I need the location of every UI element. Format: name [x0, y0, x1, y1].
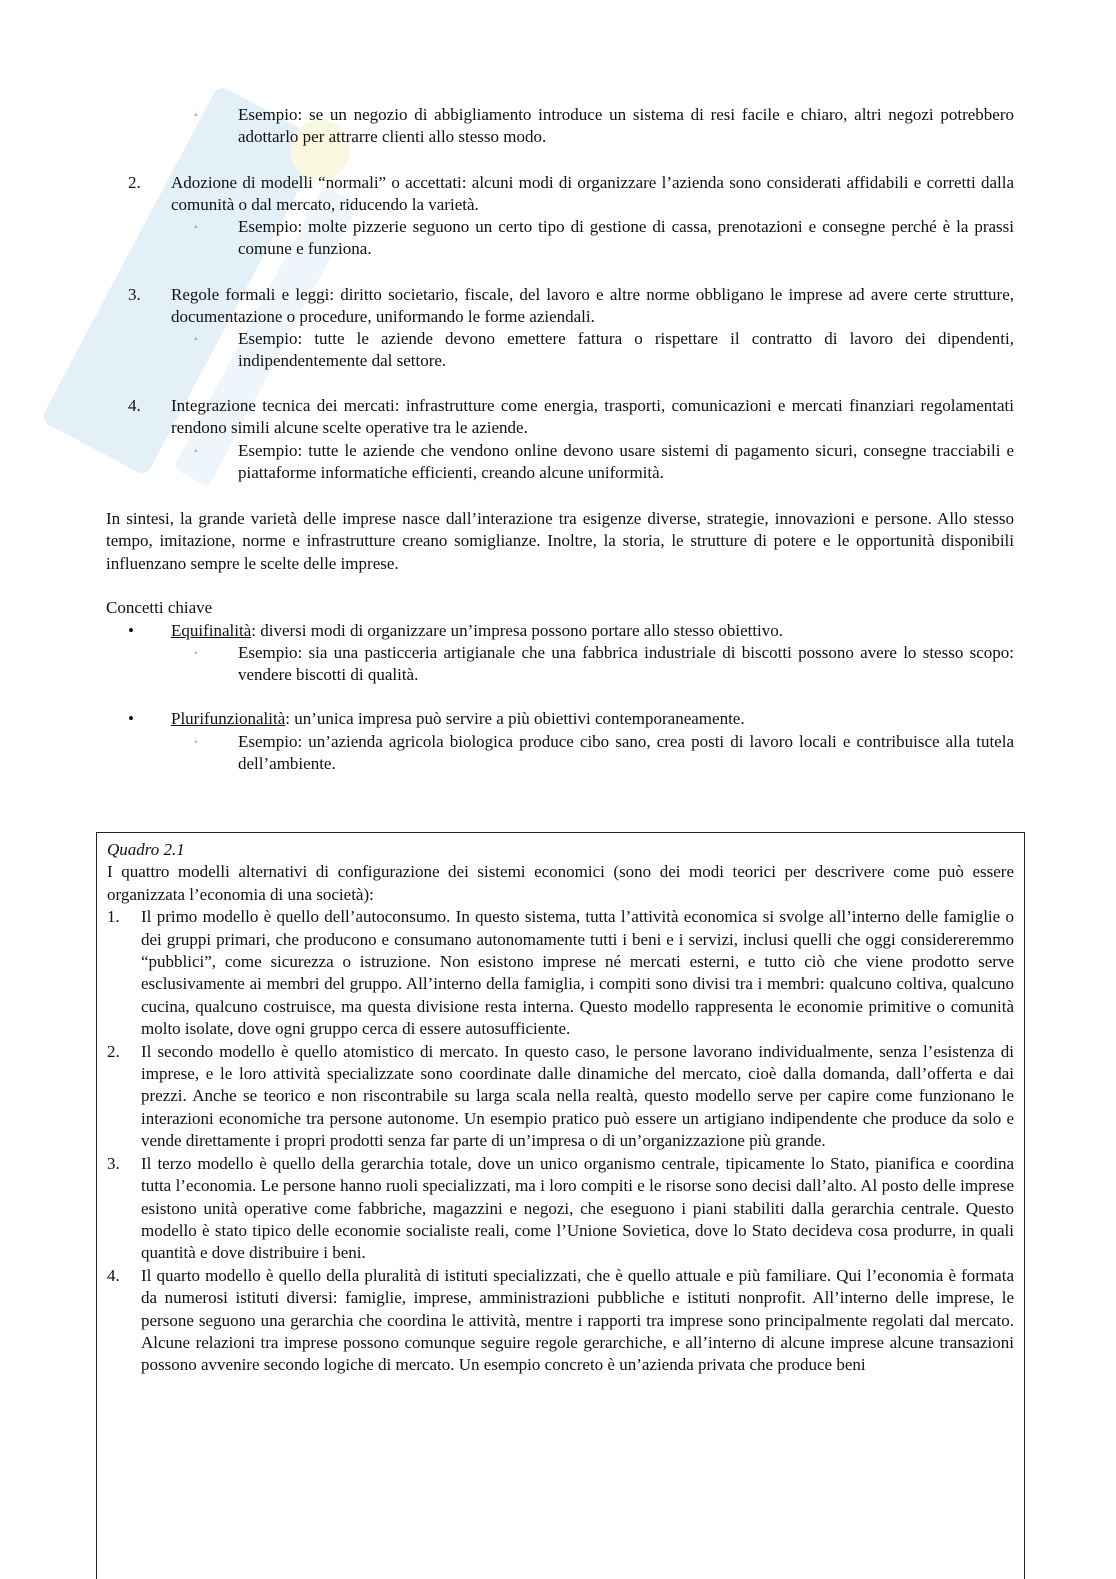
quadro-box	[96, 832, 1025, 1579]
quadro-item	[107, 906, 1014, 1040]
quadro-item-number: 3.	[107, 1153, 120, 1173]
quadro-item	[107, 1041, 1014, 1153]
quadro-item	[107, 1265, 1014, 1377]
list-example	[194, 216, 1014, 261]
quadro-item-text: Il secondo modello è quello atomistico di mercato. In questo caso, le persone lavorano individualmente, senza l’esistenza di imprese, e le loro attività specializzate sono coordinate dalle dinamiche del mercato, cioè dalla domanda, dall’offerta e dai prezzi. Anche se teorico e non riscontrabile su larga scala nella realtà, questo modello serve per capire come funzionano le interazioni economiche tra persone autonome. Un esempio pratico può essere un artigiano indipendente che produce da solo e vende direttamente i propri prodotti senza far parte di un’impresa o di un’organizzazione più grande.	[141, 1041, 1014, 1151]
concepts-heading: Concetti chiave	[106, 598, 213, 617]
quadro-item-number: 4.	[107, 1265, 120, 1285]
summary-paragraph: In sintesi, la grande varietà delle imprese nasce dall’interazione tra esigenze diverse, strategie, innovazioni e persone. Allo stesso tempo, imitazione, norme e infrastrutture creano somiglianze. Inoltre, la storia, le strutture di potere e le opportunità disponibili influenzano sempre le scelte delle imprese.	[106, 509, 1014, 573]
quadro-title: Quadro 2.1	[107, 840, 185, 859]
list-text: Integrazione tecnica dei mercati: infrastrutture come energia, trasporti, comunicazioni e mercati finanziari regolamentati rendono simili alcune scelte operative tra le aziende.	[171, 396, 1014, 438]
example-text: Esempio: tutte le aziende che vendono online devono usare sistemi di pagamento sicuri, consegne tracciabili e piattaforme informatiche efficienti, creando alcune uniformità.	[238, 441, 1014, 483]
list-example	[194, 328, 1014, 373]
list-item	[128, 395, 1014, 440]
list-number: 4.	[128, 396, 141, 415]
example-text: Esempio: tutte le aziende devono emettere fattura o rispettare il contratto di lavoro dei dipendenti, indipendentemente dal settore.	[238, 329, 1014, 371]
sub-bullet: ◦	[194, 110, 198, 121]
quadro-item-number: 2.	[107, 1041, 120, 1061]
list-text: Adozione di modelli “normali” o accettati: alcuni modi di organizzare l’azienda sono considerati affidabili e corretti dalla comunità o dal mercato, riducendo la varietà.	[171, 173, 1014, 215]
concept-example	[194, 731, 1014, 776]
example-text: Esempio: sia una pasticceria artigianale che una fabbrica industriale di biscotti possono avere lo stesso scopo: vendere biscotti di qualità.	[238, 643, 1014, 685]
example-top	[194, 104, 1014, 149]
list-item	[128, 172, 1014, 217]
example-text: Esempio: se un negozio di abbigliamento introduce un sistema di resi facile e chiaro, altri negozi potrebbero adottarlo per attrarre clienti allo stesso modo.	[238, 105, 1014, 147]
quadro-item-text: Il terzo modello è quello della gerarchia totale, dove un unico organismo centrale, tipicamente lo Stato, pianifica e coordina tutta l’economia. Le persone hanno ruoli specializzati, ma i loro compiti e le risorse sono decisi dall’alto. Al posto delle imprese esistono unità operative come fabbriche, magazzini e negozi, che eseguono i piani stabiliti dalla gerarchia centrale. Questo modello è stato tipico delle economie socialiste reali, come l’Unione Sovietica, dove lo Stato decideva cosa produrre, in quali quantità e dove distribuire i beni.	[141, 1153, 1014, 1263]
quadro-item-number: 1.	[107, 907, 120, 927]
list-number: 3.	[128, 285, 141, 304]
concept-term: Plurifunzionalità	[171, 709, 286, 728]
concept-definition: : diversi modi di organizzare un’impresa possono portare allo stesso obiettivo.	[251, 621, 784, 640]
concept-example	[194, 642, 1014, 687]
concept-item	[128, 620, 1014, 642]
list-text: Regole formali e leggi: diritto societario, fiscale, del lavoro e altre norme obbligano le imprese ad avere certe strutture, documentazione o procedure, uniformando le forme aziendali.	[171, 285, 1014, 327]
quadro-item-text: Il quarto modello è quello della pluralità di istituti specializzati, che è quello attuale e più familiare. Qui l’economia è formata da numerosi istituti diversi: famiglie, imprese, amministrazioni pubbliche e istituti nonprofit. All’interno delle imprese, le persone seguono una gerarchia che coordina le attività, mentre i rapporti tra imprese sono principalmente regolati dal mercato. Alcune relazioni tra imprese possono comunque seguire regole gerarchiche, e all’interno di alcune imprese alcune transazioni possono avvenire secondo logiche di mercato. Un esempio concreto è un’azienda privata che produce beni	[141, 1265, 1014, 1375]
list-item	[128, 284, 1014, 329]
sub-bullet: ◦	[194, 446, 198, 457]
example-text: Esempio: un’azienda agricola biologica produce cibo sano, crea posti di lavoro locali e contribuisce alla tutela dell’ambiente.	[238, 732, 1014, 774]
concept-item	[128, 708, 1014, 730]
concept-definition: : un’unica impresa può servire a più obiettivi contemporaneamente.	[285, 709, 745, 728]
example-text: Esempio: molte pizzerie seguono un certo tipo di gestione di cassa, prenotazioni e consegne perché è la prassi comune e funziona.	[238, 217, 1014, 259]
sub-bullet: ◦	[194, 222, 198, 233]
bullet: •	[128, 709, 134, 728]
quadro-item	[107, 1153, 1014, 1265]
sub-bullet: ◦	[194, 334, 198, 345]
concept-term: Equifinalità	[171, 621, 252, 640]
bullet: •	[128, 621, 134, 640]
sub-bullet: ◦	[194, 737, 198, 748]
list-example	[194, 440, 1014, 485]
list-number: 2.	[128, 173, 141, 192]
quadro-item-text: Il primo modello è quello dell’autoconsumo. In questo sistema, tutta l’attività economica si svolge all’interno delle famiglie o dei gruppi primari, che producono e consumano autonomamente tutti i beni e i servizi, inclusi quelli che oggi considereremmo “pubblici”, come sicurezza o istruzione. Non esistono imprese né mercati esterni, e tutto ciò che viene prodotto serve esclusivamente ai membri del gruppo. All’interno della famiglia, i compiti sono divisi tra i membri: qualcuno coltiva, qualcuno cucina, qualcuno costruisce, ma questa divisione resta interna. Questo modello rappresenta le economie primitive o comunità molto isolate, dove ogni gruppo cerca di essere autosufficiente.	[141, 907, 1014, 1039]
quadro-intro: I quattro modelli alternativi di configurazione dei sistemi economici (sono dei modi teorici per descrivere come può essere organizzata l’economia di una società):	[107, 862, 1014, 904]
sub-bullet: ◦	[194, 648, 198, 659]
